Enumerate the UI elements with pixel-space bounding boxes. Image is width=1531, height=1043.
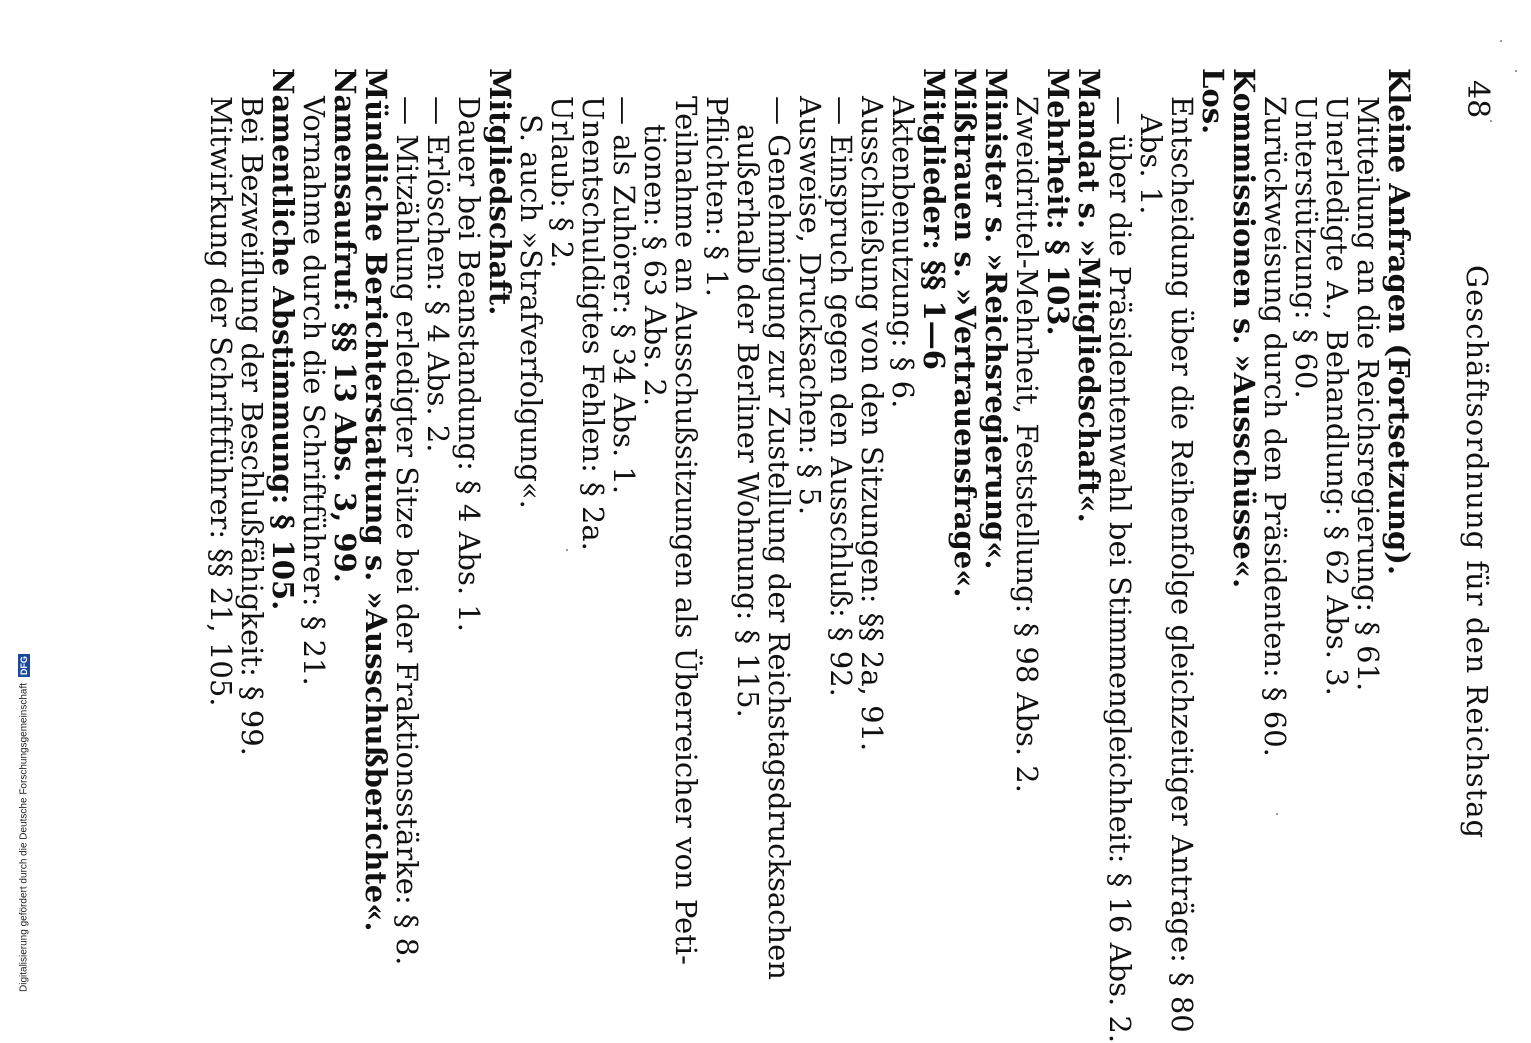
entry-line: Ausweise, Drucksachen: § 5. (793, 96, 827, 516)
entry-heading: Mehrheit: § 103. (1041, 68, 1075, 336)
entry-line: — Einspruch gegen den Ausschluß: § 92. (824, 96, 858, 697)
entry-line: Dauer bei Beanstandung: § 4 Abs. 1. (452, 96, 486, 632)
entry-line: Urlaub: § 2. (545, 96, 579, 269)
entry-heading: Kommissionen s. »Ausschüsse«. (1227, 68, 1261, 589)
entry-heading: Mitgliedschaft. (483, 68, 517, 316)
entry-line: Entscheidung über die Reihenfolge gleichzeitiger Anträge: § 80 (1165, 96, 1199, 1033)
entry-heading: Mündliche Berichterstattung s. »Ausschußberichte«. (359, 68, 393, 932)
entry-heading: Namensaufruf: §§ 13 Abs. 3, 99. (328, 68, 362, 583)
entry-line: Unentschuldigtes Fehlen: § 2a. (576, 96, 610, 551)
entry-line: Zurückweisung durch den Präsidenten: § 60. (1258, 96, 1292, 757)
entry-line: Mitwirkung der Schriftführer: §§ 21, 105. (204, 96, 238, 707)
entry-line: außerhalb der Berliner Wohnung: § 115. (731, 124, 765, 718)
entry-line: — über die Präsidentenwahl bei Stimmengleichheit: § 16 Abs. 2. (1103, 96, 1137, 1043)
entry-line: Unerledigte A., Behandlung: § 62 Abs. 3. (1320, 96, 1354, 696)
entry-line: Ausschließung von den Sitzungen: §§ 2a, 91. (855, 96, 889, 752)
entry-line: S. auch »Strafverfolgung«. (514, 114, 548, 509)
entry-line: Unterstützung: § 60. (1289, 96, 1323, 399)
entry-line: Zweidrittel-Mehrheit, Feststellung: § 98 Abs. 2. (1010, 96, 1044, 793)
scan-speck (1276, 813, 1278, 815)
scan-speck (1500, 40, 1502, 42)
entry-line: — als Zuhörer: § 34 Abs. 1. (607, 96, 641, 495)
entry-heading: Minister s. »Reichsregierung«. (979, 68, 1013, 570)
entry-heading: Mandat s. »Mitgliedschaft«. (1072, 68, 1106, 523)
entry-line: — Genehmigung zur Zustellung der Reichstagsdrucksachen (762, 96, 796, 980)
entry-line: Mitteilung an die Reichsregierung: § 61. (1351, 96, 1385, 692)
entry-line: Pflichten: § 1. (700, 96, 734, 297)
scan-speck (1515, 70, 1517, 72)
running-head: Geschäftsordnung für den Reichstag (1460, 265, 1494, 840)
digitization-footer (2, 0, 30, 1000)
entry-heading: Mitglieder: §§ 1—6 (917, 68, 951, 370)
entry-line: Abs. 1. (1134, 114, 1168, 215)
entry-line: Teilnahme an Ausschußsitzungen als Überreicher von Peti- (669, 96, 703, 965)
footer-credit: Digitalisierung gefördert durch die Deutsche Forschungsgemeinschaft (18, 682, 30, 992)
entry-line: Aktenbenutzung: § 6. (886, 96, 920, 409)
entry-line: tionen: § 63 Abs. 2. (638, 124, 672, 407)
entry-line: Bei Bezweiflung der Beschlußfähigkeit: § 99. (235, 96, 269, 756)
scan-speck (1490, 120, 1492, 122)
entry-line: — Mitzählung erledigter Sitze bei der Fraktionsstärke: § 8. (390, 96, 424, 966)
entry-heading: Kleine Anfragen (Fortsetzung). (1382, 68, 1416, 576)
entry-line: Vornahme durch die Schriftführer: § 21. (297, 96, 331, 686)
entry-line: — Erlöschen: § 4 Abs. 2. (421, 96, 455, 453)
scan-speck (566, 549, 568, 551)
entry-heading: Namentliche Abstimmung: § 105. (266, 68, 300, 611)
page-number: 48 (1460, 80, 1495, 119)
entry-heading: Mißtrauen s. »Vertrauensfrage«. (948, 68, 982, 598)
entry-heading: Los. (1196, 68, 1230, 135)
dfg-logo-icon: DFG (19, 656, 29, 676)
